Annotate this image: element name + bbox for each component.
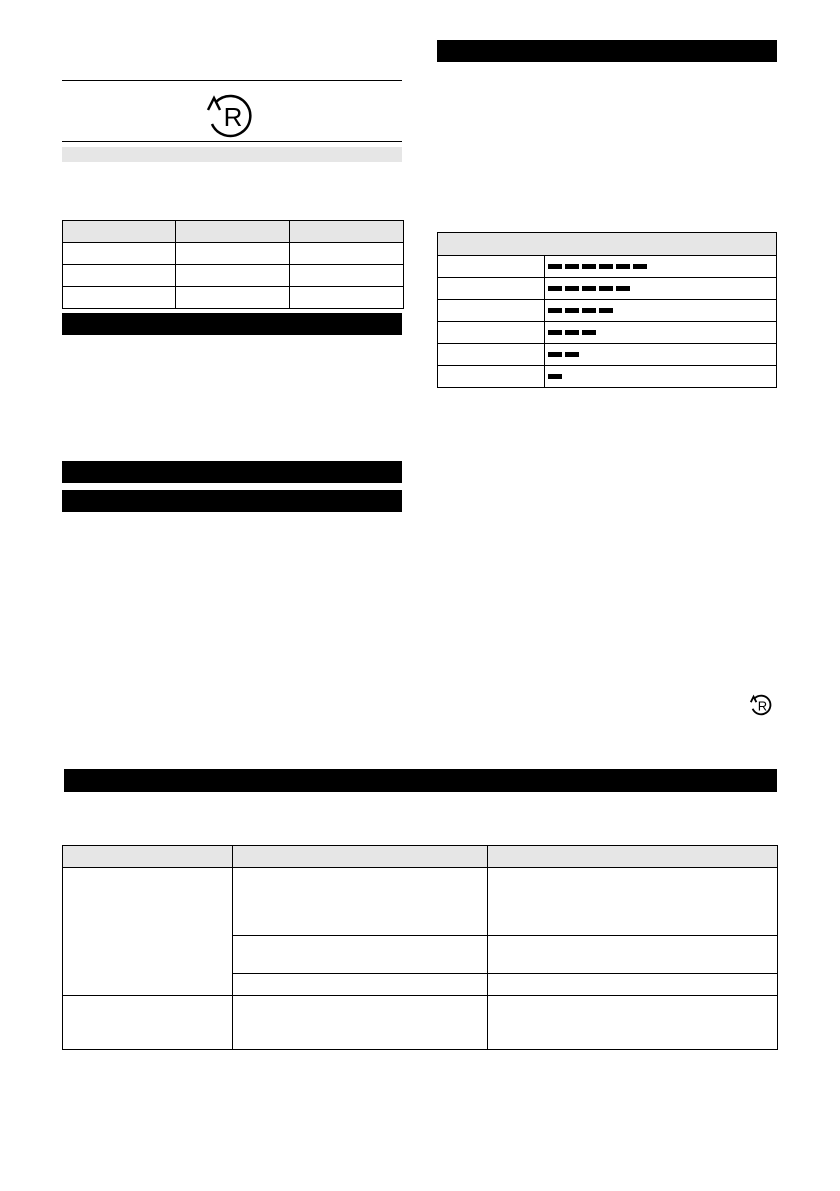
- level-label-cell: [438, 322, 545, 344]
- level-label-cell: [438, 256, 545, 278]
- level-segment: [616, 286, 630, 291]
- section-title-bar: [62, 313, 402, 335]
- table-row: [63, 287, 404, 309]
- troubleshooting-table: [62, 845, 778, 1050]
- level-segment: [548, 330, 562, 335]
- level-row: [438, 300, 777, 322]
- level-segment: [565, 330, 579, 335]
- level-label-cell: [438, 366, 545, 388]
- level-row: [438, 366, 777, 388]
- level-segment: [548, 286, 562, 291]
- level-segment: [599, 286, 613, 291]
- level-label-cell: [438, 344, 545, 366]
- troubleshooting-header-row: [63, 846, 778, 868]
- level-segments-cell: [545, 278, 777, 300]
- level-segment: [599, 308, 613, 313]
- table-row: [63, 265, 404, 287]
- level-segment: [548, 308, 562, 313]
- level-indicator-table: [437, 232, 777, 388]
- section-title-bar: [62, 461, 402, 483]
- svg-text:R: R: [223, 102, 243, 132]
- troubleshooting-title-bar: [64, 769, 777, 792]
- level-segment: [582, 330, 596, 335]
- level-segment: [565, 264, 579, 269]
- level-segments-cell: [545, 300, 777, 322]
- level-segment: [565, 352, 579, 357]
- level-segment: [582, 308, 596, 313]
- level-segment: [582, 286, 596, 291]
- level-segments-cell: [545, 256, 777, 278]
- section-title-bar: [437, 40, 777, 62]
- level-segment: [582, 264, 596, 269]
- table-row: [63, 996, 778, 1050]
- level-row: [438, 344, 777, 366]
- rotate-r-icon: [202, 88, 258, 144]
- level-segment: [616, 264, 630, 269]
- three-column-table: [62, 220, 404, 309]
- level-segments-cell: [545, 322, 777, 344]
- rotate-r-icon-small: [748, 692, 774, 718]
- level-segment: [548, 264, 562, 269]
- level-row: [438, 278, 777, 300]
- level-segment: [548, 374, 562, 379]
- table-row: [63, 868, 778, 936]
- logo-bottom-rule: [62, 141, 402, 142]
- table-header-row: [63, 221, 404, 243]
- top-rule: [62, 80, 402, 81]
- level-segment: [599, 264, 613, 269]
- level-row: [438, 322, 777, 344]
- svg-text:R: R: [757, 698, 768, 714]
- level-segment: [565, 286, 579, 291]
- level-row: [438, 256, 777, 278]
- level-segments-cell: [545, 366, 777, 388]
- level-label-cell: [438, 278, 545, 300]
- level-segments-cell: [545, 344, 777, 366]
- table-row: [63, 243, 404, 265]
- level-label-cell: [438, 300, 545, 322]
- section-title-bar: [62, 490, 402, 512]
- level-table-header: [438, 233, 777, 256]
- section-heading-bar: [62, 147, 402, 162]
- level-segment: [548, 352, 562, 357]
- level-segment: [565, 308, 579, 313]
- level-segment: [633, 264, 647, 269]
